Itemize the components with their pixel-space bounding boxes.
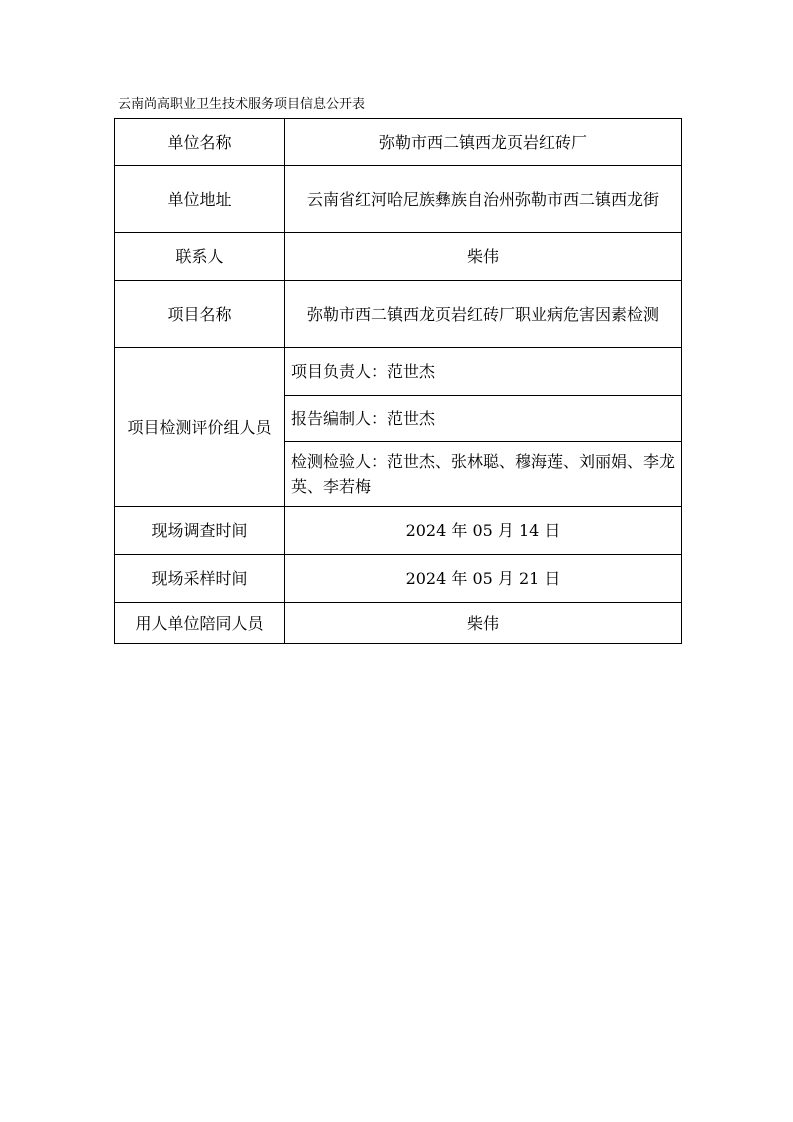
survey-time-value: 2024 年 05 月 14 日 [285,507,682,555]
table-row-sampling-time [115,555,682,603]
contact-label: 联系人 [115,233,285,281]
table-row-team-lead [115,348,682,396]
document-title: 云南尚高职业卫生技术服务项目信息公开表 [118,97,366,112]
table-row-contact [115,233,682,281]
unit-address-label: 单位地址 [115,166,285,233]
team-inspectors-value: 检测检验人：范世杰、张林聪、穆海莲、刘丽娟、李龙英、李若梅 [285,442,682,507]
table-row-survey-time [115,507,682,555]
table-row-unit-name [115,119,682,166]
project-info-table [114,118,682,644]
team-report-value: 报告编制人：范世杰 [285,396,682,442]
unit-name-label: 单位名称 [115,119,285,166]
table-row-project-name [115,281,682,348]
table-row-unit-address [115,166,682,233]
sampling-time-value: 2024 年 05 月 21 日 [285,555,682,603]
unit-name-value: 弥勒市西二镇西龙页岩红砖厂 [285,119,682,166]
escort-value: 柴伟 [285,603,682,644]
sampling-time-label: 现场采样时间 [115,555,285,603]
project-name-label: 项目名称 [115,281,285,348]
survey-time-label: 现场调查时间 [115,507,285,555]
unit-address-value: 云南省红河哈尼族彝族自治州弥勒市西二镇西龙街 [285,166,682,233]
escort-label: 用人单位陪同人员 [115,603,285,644]
contact-value: 柴伟 [285,233,682,281]
team-label: 项目检测评价组人员 [115,348,285,507]
table-row-escort [115,603,682,644]
project-name-value: 弥勒市西二镇西龙页岩红砖厂职业病危害因素检测 [285,281,682,348]
team-lead-value: 项目负责人：范世杰 [285,348,682,396]
